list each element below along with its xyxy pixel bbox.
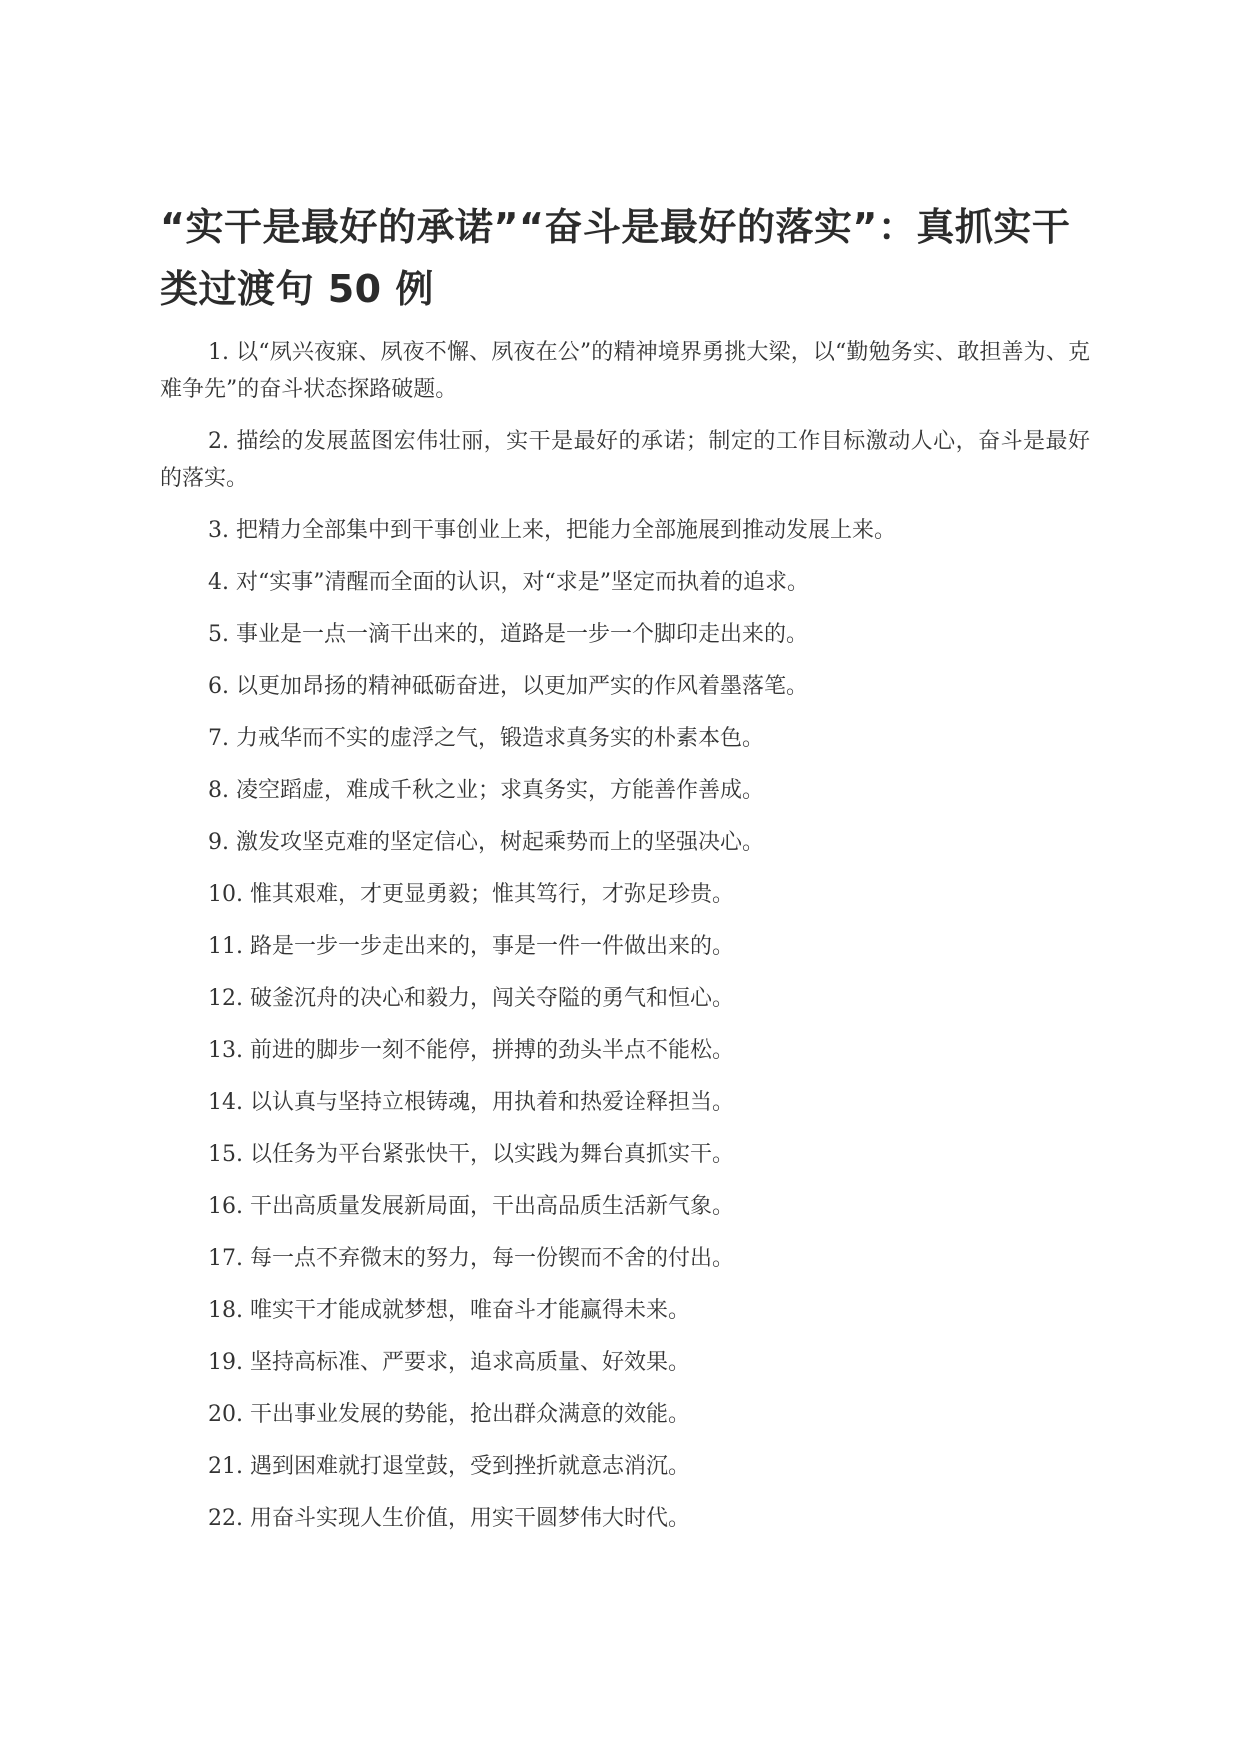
list-item: 16. 干出高质量发展新局面，干出高品质生活新气象。 xyxy=(208,1194,734,1219)
list-item: 12. 破釜沉舟的决心和毅力，闯关夺隘的勇气和恒心。 xyxy=(208,986,734,1011)
document-title: “实干是最好的承诺”“奋斗是最好的落实”：真抓实干类过渡句 50 例 xyxy=(160,205,1071,311)
list-item: 15. 以任务为平台紧张快干，以实践为舞台真抓实干。 xyxy=(208,1142,734,1167)
sentence-list xyxy=(160,334,1090,1537)
list-item: 2. 描绘的发展蓝图宏伟壮丽，实干是最好的承诺；制定的工作目标激动人心，奋斗是最好的落实。 xyxy=(160,429,1090,491)
list-item: 6. 以更加昂扬的精神砥砺奋进，以更加严实的作风着墨落笔。 xyxy=(208,674,808,699)
list-item: 22. 用奋斗实现人生价值，用实干圆梦伟大时代。 xyxy=(208,1506,690,1531)
list-item: 18. 唯实干才能成就梦想，唯奋斗才能赢得未来。 xyxy=(208,1298,690,1323)
list-item: 14. 以认真与坚持立根铸魂，用执着和热爱诠释担当。 xyxy=(208,1090,734,1115)
list-item: 1. 以“夙兴夜寐、夙夜不懈、夙夜在公”的精神境界勇挑大梁，以“勤勉务实、敢担善为、克难争先”的奋斗状态探路破题。 xyxy=(160,340,1090,402)
list-item: 3. 把精力全部集中到干事创业上来，把能力全部施展到推动发展上来。 xyxy=(208,518,896,543)
list-item: 8. 凌空蹈虚，难成千秋之业；求真务实，方能善作善成。 xyxy=(208,778,764,803)
list-item: 20. 干出事业发展的势能，抢出群众满意的效能。 xyxy=(208,1402,690,1427)
document-page xyxy=(160,196,1090,1552)
list-item: 13. 前进的脚步一刻不能停，拼搏的劲头半点不能松。 xyxy=(208,1038,734,1063)
list-item: 17. 每一点不弃微末的努力，每一份锲而不舍的付出。 xyxy=(208,1246,734,1271)
list-item: 10. 惟其艰难，才更显勇毅；惟其笃行，才弥足珍贵。 xyxy=(208,882,734,907)
list-item: 7. 力戒华而不实的虚浮之气，锻造求真务实的朴素本色。 xyxy=(208,726,764,751)
list-item: 4. 对“实事”清醒而全面的认识，对“求是”坚定而执着的追求。 xyxy=(208,570,809,595)
list-item: 11. 路是一步一步走出来的，事是一件一件做出来的。 xyxy=(208,934,734,959)
list-item: 5. 事业是一点一滴干出来的，道路是一步一个脚印走出来的。 xyxy=(208,622,808,647)
list-item: 9. 激发攻坚克难的坚定信心，树起乘势而上的坚强决心。 xyxy=(208,830,764,855)
list-item: 21. 遇到困难就打退堂鼓，受到挫折就意志消沉。 xyxy=(208,1454,690,1479)
list-item: 19. 坚持高标准、严要求，追求高质量、好效果。 xyxy=(208,1350,690,1375)
